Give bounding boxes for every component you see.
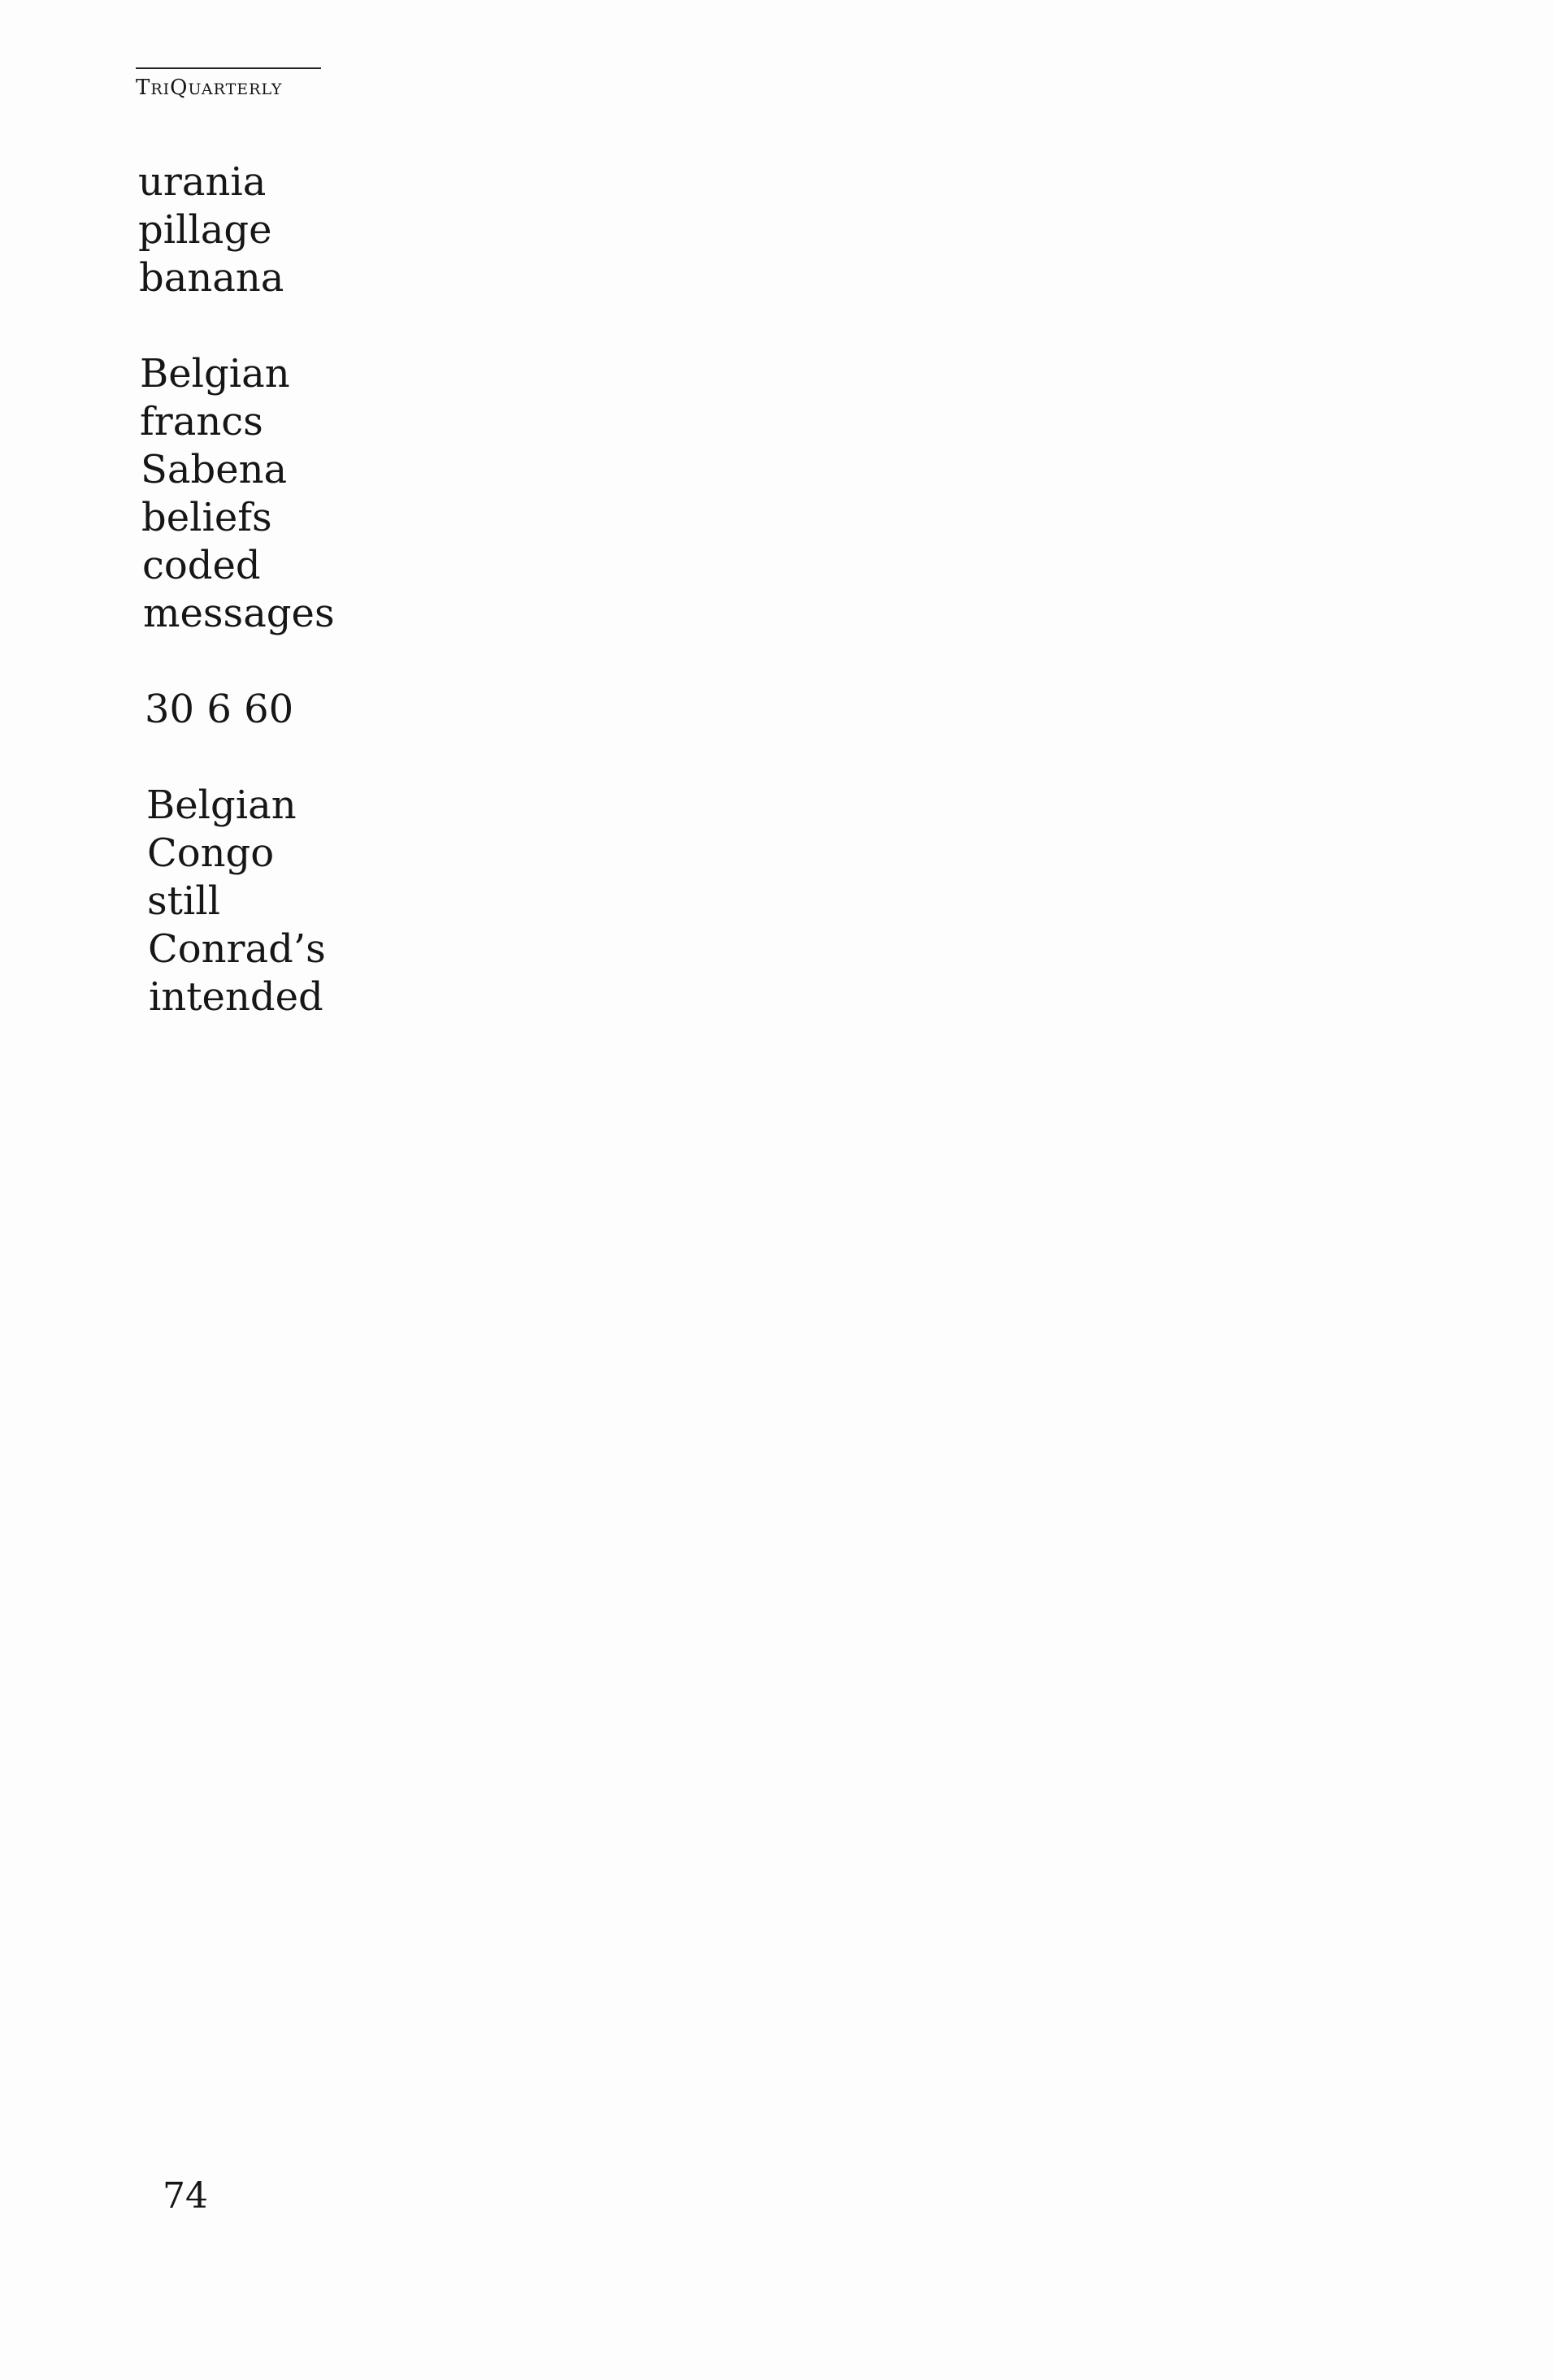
poem-line: intended bbox=[149, 974, 323, 1020]
poem-line: urania bbox=[138, 159, 267, 205]
poem-line: Belgian bbox=[140, 351, 290, 397]
poem-line: 30 6 60 bbox=[145, 687, 294, 732]
poem-line: Conrad’s bbox=[148, 926, 326, 972]
poem-line: beliefs bbox=[141, 495, 272, 540]
journal-title-q: Q bbox=[170, 76, 189, 100]
header-rule bbox=[136, 67, 321, 69]
journal-title-initial: T bbox=[136, 76, 151, 100]
poem bbox=[137, 158, 335, 1069]
poem-line: banana bbox=[139, 255, 284, 301]
stanza-1 bbox=[137, 158, 335, 302]
page-number: 74 bbox=[163, 2175, 208, 2217]
stanza-3 bbox=[137, 686, 335, 734]
running-head bbox=[136, 67, 321, 100]
poem-line: pillage bbox=[138, 207, 272, 253]
journal-title-part: RI bbox=[150, 80, 171, 98]
stanza-2 bbox=[137, 350, 335, 638]
poem-line: messages bbox=[143, 591, 335, 636]
poem-line: Sabena bbox=[141, 447, 288, 492]
poem-line: still bbox=[147, 878, 220, 924]
poem-line: Belgian bbox=[146, 782, 297, 828]
stanza-4 bbox=[137, 782, 335, 1021]
poem-line: coded bbox=[142, 543, 261, 588]
journal-title bbox=[136, 76, 321, 100]
poem-line: francs bbox=[140, 399, 263, 444]
journal-title-part: UARTERLY bbox=[188, 80, 283, 98]
poem-line: Congo bbox=[147, 830, 275, 876]
